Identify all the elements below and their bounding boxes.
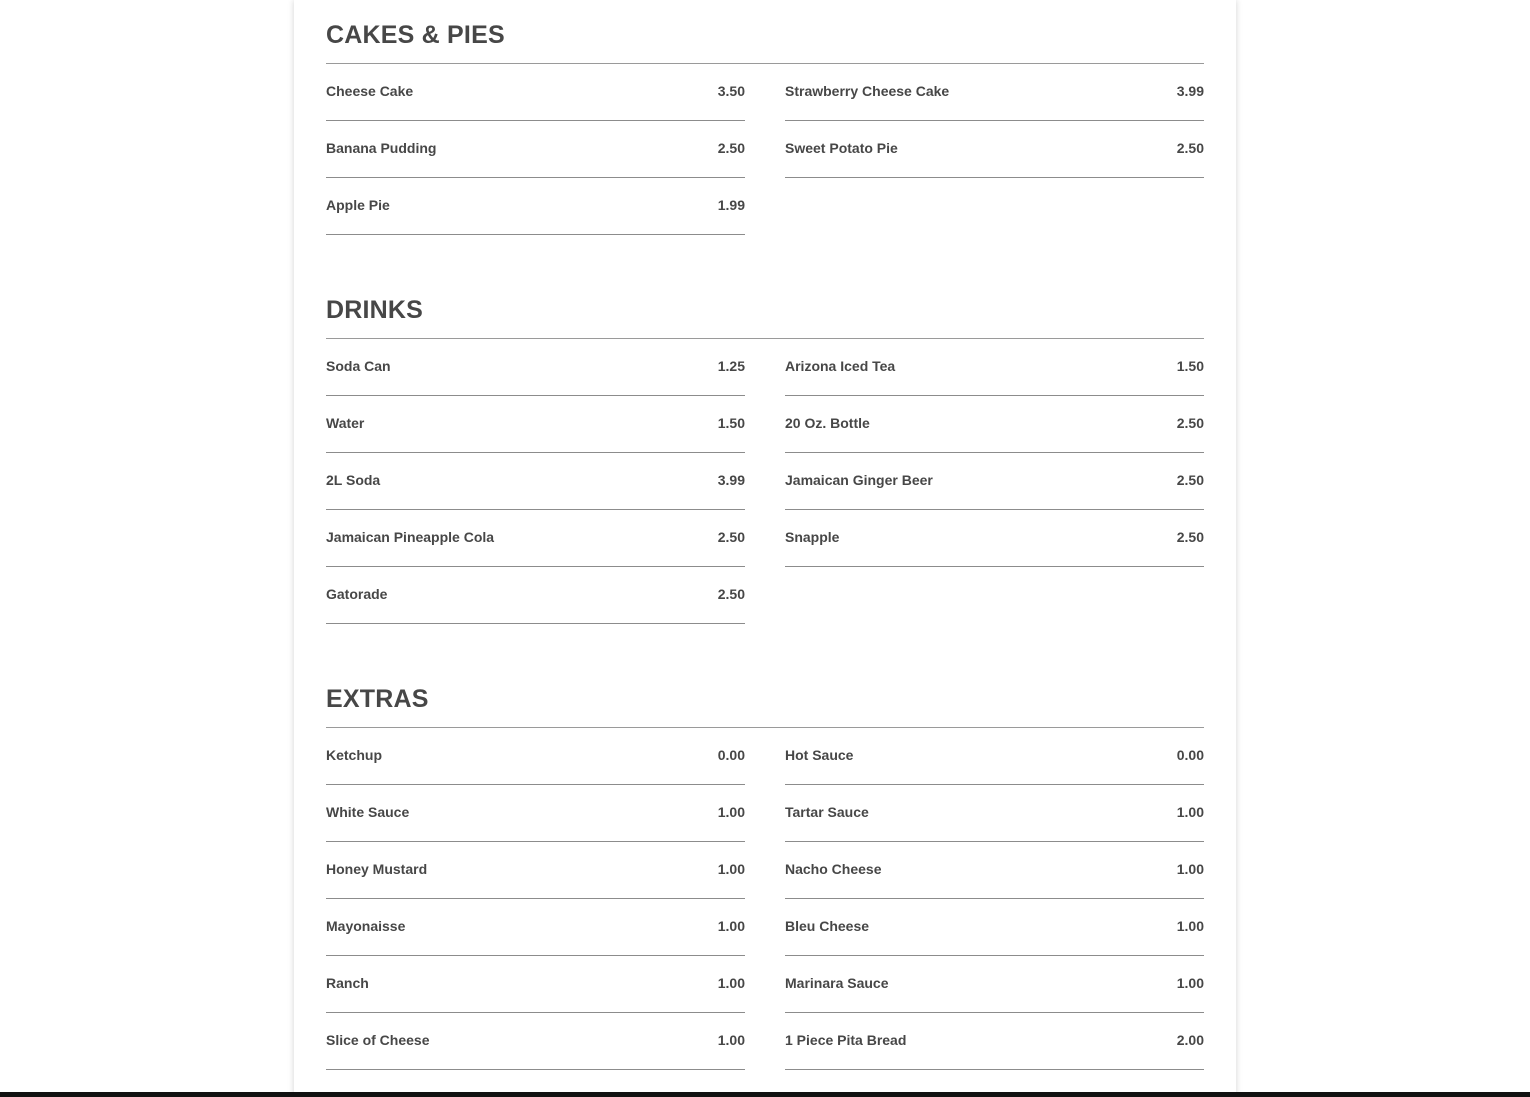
item-name: 1 Piece Pita Bread bbox=[785, 1032, 907, 1048]
item-price: 2.50 bbox=[717, 140, 745, 156]
menu-item bbox=[785, 339, 1204, 396]
item-name: Mayonaisse bbox=[326, 918, 406, 934]
section-drinks bbox=[326, 294, 1204, 602]
menu-item bbox=[785, 728, 1204, 785]
item-price: 1.00 bbox=[717, 975, 745, 991]
item-price: 2.50 bbox=[1176, 529, 1204, 545]
item-price: 1.99 bbox=[717, 197, 745, 213]
item-name: Ketchup bbox=[326, 747, 382, 763]
menu-item bbox=[326, 396, 745, 453]
item-price: 0.00 bbox=[1176, 747, 1204, 763]
menu-item bbox=[785, 64, 1204, 121]
item-price: 1.25 bbox=[717, 358, 745, 374]
item-name: Soda Can bbox=[326, 358, 391, 374]
item-price: 1.00 bbox=[1176, 918, 1204, 934]
menu-item bbox=[785, 842, 1204, 899]
item-name: Arizona Iced Tea bbox=[785, 358, 896, 374]
item-name: Jamaican Pineapple Cola bbox=[326, 529, 495, 545]
item-name: Sweet Potato Pie bbox=[785, 140, 898, 156]
item-name: Water bbox=[326, 415, 365, 431]
menu-item bbox=[785, 453, 1204, 510]
menu-item bbox=[326, 121, 745, 178]
menu-item bbox=[326, 453, 745, 510]
menu-item bbox=[326, 842, 745, 899]
item-price: 1.00 bbox=[1176, 861, 1204, 877]
item-price: 2.50 bbox=[717, 529, 745, 545]
item-name: Nacho Cheese bbox=[785, 861, 882, 877]
item-name: Ranch bbox=[326, 975, 369, 991]
menu-item bbox=[785, 510, 1204, 567]
item-name: Marinara Sauce bbox=[785, 975, 889, 991]
item-name: 20 Oz. Bottle bbox=[785, 415, 870, 431]
item-name: White Sauce bbox=[326, 804, 410, 820]
section-title: EXTRAS bbox=[326, 683, 1204, 728]
item-price: 1.00 bbox=[717, 918, 745, 934]
item-name: Jamaican Ginger Beer bbox=[785, 472, 933, 488]
item-price: 3.99 bbox=[717, 472, 745, 488]
menu-item bbox=[785, 956, 1204, 1013]
item-price: 2.50 bbox=[1176, 140, 1204, 156]
item-name: Tartar Sauce bbox=[785, 804, 869, 820]
section-title: CAKES & PIES bbox=[326, 19, 1204, 64]
item-price: 3.50 bbox=[717, 83, 745, 99]
menu-item bbox=[326, 785, 745, 842]
section-extras bbox=[326, 683, 1204, 1048]
item-name: 2L Soda bbox=[326, 472, 381, 488]
menu-item bbox=[785, 396, 1204, 453]
item-price: 2.00 bbox=[1176, 1032, 1204, 1048]
menu-item bbox=[785, 785, 1204, 842]
menu-item bbox=[326, 567, 745, 624]
item-name: Slice of Cheese bbox=[326, 1032, 430, 1048]
section-cakes-pies bbox=[326, 19, 1204, 213]
item-name: Hot Sauce bbox=[785, 747, 854, 763]
menu-item bbox=[326, 178, 745, 235]
item-price: 2.50 bbox=[717, 586, 745, 602]
menu-item bbox=[326, 339, 745, 396]
menu-item bbox=[785, 899, 1204, 956]
item-name: Cheese Cake bbox=[326, 83, 414, 99]
menu-item bbox=[785, 121, 1204, 178]
menu-item bbox=[326, 899, 745, 956]
item-price: 2.50 bbox=[1176, 472, 1204, 488]
item-price: 1.00 bbox=[717, 1032, 745, 1048]
item-price: 1.00 bbox=[717, 804, 745, 820]
item-name: Strawberry Cheese Cake bbox=[785, 83, 950, 99]
item-price: 1.50 bbox=[1176, 358, 1204, 374]
menu-page bbox=[294, 0, 1236, 1097]
menu-item bbox=[326, 64, 745, 121]
menu-item bbox=[326, 1013, 745, 1070]
menu-item bbox=[326, 728, 745, 785]
item-price: 3.99 bbox=[1176, 83, 1204, 99]
item-price: 1.00 bbox=[1176, 804, 1204, 820]
item-price: 0.00 bbox=[717, 747, 745, 763]
item-name: Apple Pie bbox=[326, 197, 390, 213]
item-name: Gatorade bbox=[326, 586, 388, 602]
item-name: Banana Pudding bbox=[326, 140, 437, 156]
menu-item bbox=[326, 510, 745, 567]
item-name: Snapple bbox=[785, 529, 840, 545]
menu-item bbox=[785, 1013, 1204, 1070]
item-name: Honey Mustard bbox=[326, 861, 428, 877]
item-price: 1.00 bbox=[1176, 975, 1204, 991]
menu-item bbox=[326, 956, 745, 1013]
item-price: 1.50 bbox=[717, 415, 745, 431]
item-price: 1.00 bbox=[717, 861, 745, 877]
item-name: Bleu Cheese bbox=[785, 918, 870, 934]
bottom-bar bbox=[0, 1092, 1530, 1097]
item-price: 2.50 bbox=[1176, 415, 1204, 431]
section-title: DRINKS bbox=[326, 294, 1204, 339]
